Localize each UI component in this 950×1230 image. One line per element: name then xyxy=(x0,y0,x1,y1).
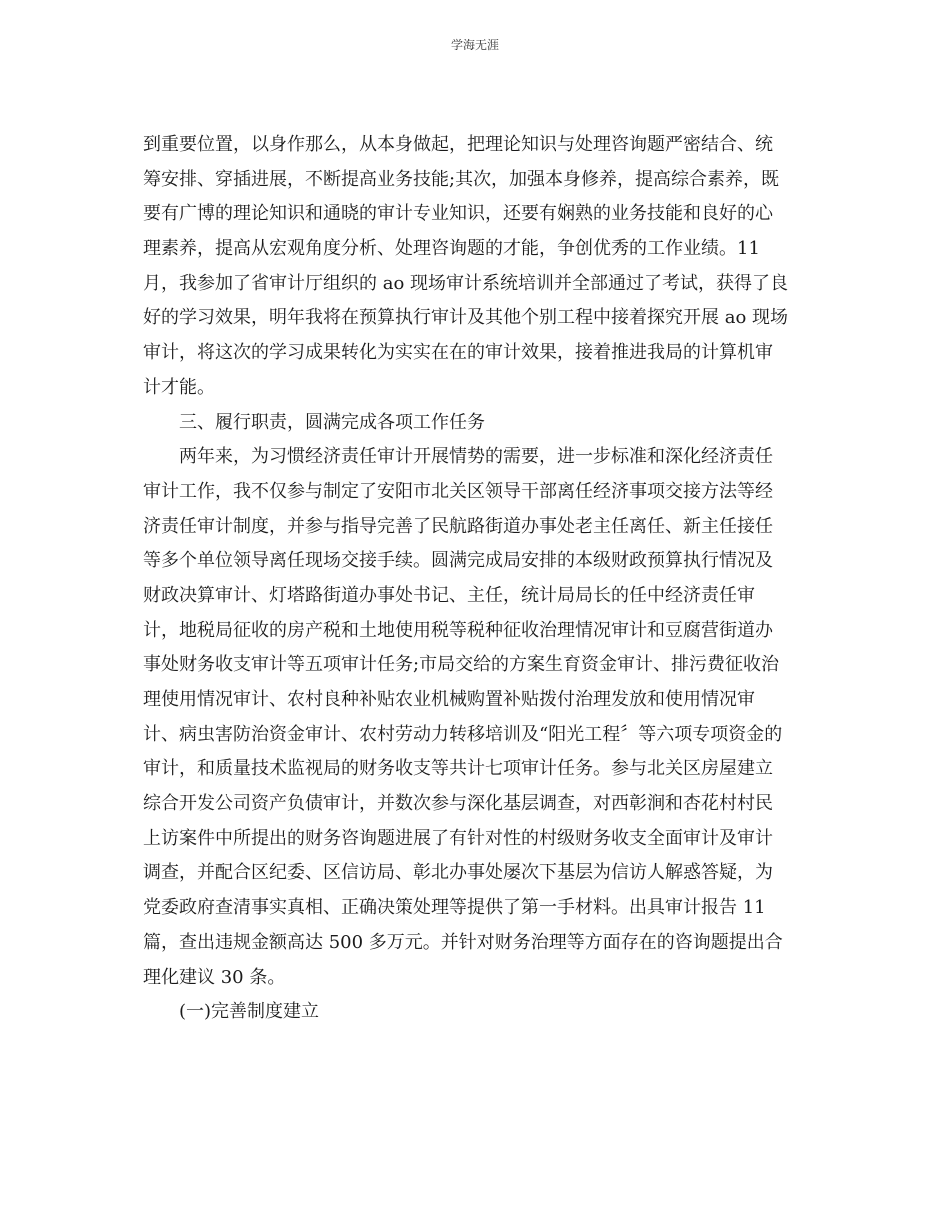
text-line: 两年来，为习惯经济责任审计开展情势的需要，进一步标准和深化经济责任 xyxy=(179,446,773,468)
text-line: 等多个单位领导离任现场交接手续。圆满完成局安排的本级财政预算执行情况及 xyxy=(143,550,773,572)
text-line: 理化建议 30 条。 xyxy=(143,966,286,988)
text-line: 好的学习效果，明年我将在预算执行审计及其他个别工程中接着探究开展 ao 现场 xyxy=(143,307,789,329)
text-line: 事处财务收支审计等五项审计任务;市局交给的方案生育资金审计、排污费征收治 xyxy=(143,654,780,676)
text-line: 要有广博的理论知识和通晓的审计专业知识，还要有娴熟的业务技能和良好的心 xyxy=(143,203,773,225)
page-header: 学海无涯 xyxy=(450,38,499,52)
document-body xyxy=(143,128,808,1030)
text-line: 理使用情况审计、农村良种补贴农业机械购置补贴拨付治理发放和使用情况审 xyxy=(143,689,755,710)
text-line: 理素养，提高从宏观角度分析、处理咨询题的才能，争创优秀的工作业绩。11 xyxy=(143,238,760,260)
text-line: 财政决算审计、灯塔路街道办事处书记、主任，统计局局长的任中经济责任审 xyxy=(143,584,755,606)
text-line: 到重要位置，以身作那么，从本身做起，把理论知识与处理咨询题严密结合、统 xyxy=(143,134,773,155)
text-line: 党委政府查清事实真相、正确决策处理等提供了第一手材料。出具审计报告 11 xyxy=(143,897,766,919)
text-line: 筹安排、穿插进展，不断提高业务技能;其次，加强本身修养，提高综合素养，既 xyxy=(143,168,780,190)
text-line: 济责任审计制度，并参与指导完善了民航路街道办事处老主任离任、新主任接任 xyxy=(143,515,773,537)
text-line: 计，地税局征收的房产税和土地使用税等税种征收治理情况审计和豆腐营街道办 xyxy=(143,619,773,641)
text-line: 综合开发公司资产负债审计，并数次参与深化基层调查，对西彰涧和杏花村村民 xyxy=(143,793,773,815)
text-line: 计、病虫害防治资金审计、农村劳动力转移培训及“阳光工程〞等六项专项资金的 xyxy=(143,723,783,745)
text-line: 调查，并配合区纪委、区信访局、彰北办事处屡次下基层为信访人解惑答疑，为 xyxy=(143,862,773,884)
text-line: 计才能。 xyxy=(143,376,215,398)
text-line: 篇，查出违规金额高达 500 多万元。并针对财务治理等方面存在的咨询题提出合 xyxy=(143,931,783,953)
text-line: 审计工作，我不仅参与制定了安阳市北关区领导干部离任经济事项交接方法等经 xyxy=(143,480,773,502)
text-line: 月，我参加了省审计厅组织的 ao 现场审计系统培训并全部通过了考试，获得了良 xyxy=(143,272,789,294)
text-line: 审计，和质量技术监视局的财务收支等共计七项审计任务。参与北关区房屋建立 xyxy=(143,758,773,780)
text-line: 上访案件中所提出的财务咨询题进展了有针对性的村级财务收支全面审计及审计 xyxy=(143,827,773,849)
text-line: 审计，将这次的学习成果转化为实实在在的审计效果，接着推进我局的计算机审 xyxy=(143,342,773,364)
text-line: (一)完善制度建立 xyxy=(179,1001,320,1023)
text-line: 三、履行职责，圆满完成各项工作任务 xyxy=(179,411,485,433)
